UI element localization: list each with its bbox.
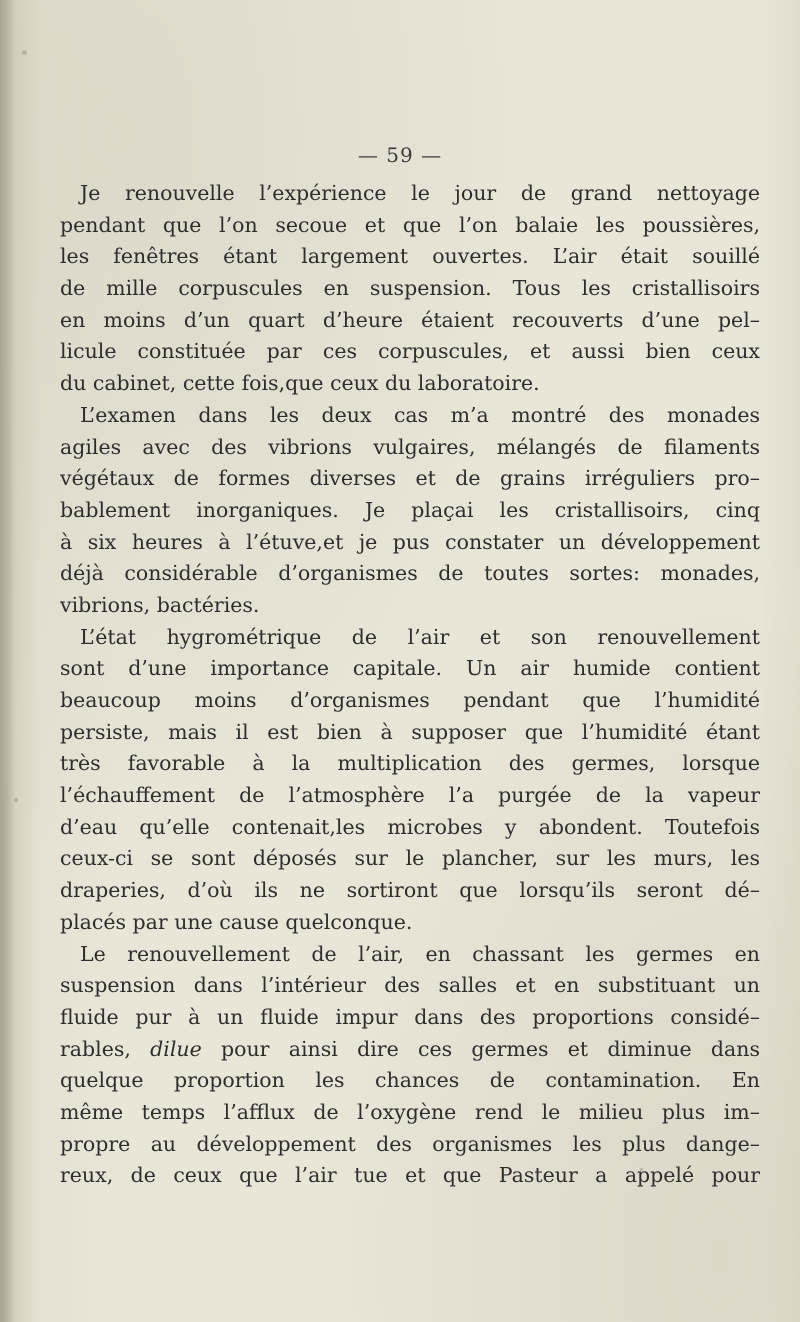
italic-word: dilue	[150, 1036, 202, 1061]
text-line: beaucoup moins d’organismes pendant que l’humidité	[60, 688, 760, 712]
page-left-edge-shadow	[0, 0, 14, 1322]
text-line: persiste, mais il est bien à supposer que l’humidité étant	[60, 719, 760, 744]
text-line: même temps l’afflux de l’oxygène rend le milieu plus im–	[60, 1099, 760, 1124]
text-line: quelque proportion les chances de contamination. En	[60, 1068, 760, 1093]
text-line: sont d’une importance capitale. Un air humide contient	[60, 656, 760, 681]
text-line	[60, 1034, 760, 1066]
text-line: à six heures à l’étuve,et je pus constater un développement	[60, 529, 760, 554]
text-line: bablement inorganiques. Je plaçai les cristallisoirs, cinq	[60, 497, 760, 522]
text-line: fluide pur à un fluide impur dans des proportions considé–	[60, 1004, 760, 1029]
text-line: de mille corpuscules en suspension. Tous les cristallisoirs	[60, 276, 760, 301]
text-line: ceux-ci se sont déposés sur le plancher, sur les murs, les	[60, 846, 760, 871]
text-line: L’état hygrométrique de l’air et son renouvellement	[80, 624, 760, 649]
text-line: en moins d’un quart d’heure étaient recouverts d’une pel–	[60, 307, 760, 332]
text-line: vibrions, bactéries.	[60, 592, 260, 617]
paper-spot	[22, 50, 27, 55]
text-line: licule constituée par ces corpuscules, et aussi bien ceux	[60, 339, 760, 364]
text-line: placés par une cause quelconque.	[60, 909, 413, 934]
text-line: suspension dans l’intérieur des salles et en substituant un	[60, 973, 760, 998]
text-line: végétaux de formes diverses et de grains irréguliers pro–	[60, 466, 760, 491]
body-text	[60, 178, 760, 1192]
text-line: L’examen dans les deux cas m’a montré des monades	[80, 402, 760, 427]
text-line: l’échauffement de l’atmosphère l’a purgée de la vapeur	[60, 783, 760, 808]
page-number: — 59 —	[357, 143, 443, 167]
text-run: pour ainsi dire ces germes et diminue dans	[201, 1036, 760, 1061]
text-line: agiles avec des vibrions vulgaires, mélangés de filaments	[60, 434, 760, 459]
text-line: les fenêtres étant largement ouvertes. L’air était souillé	[60, 244, 760, 269]
text-line: du cabinet, cette fois,que ceux du laboratoire.	[60, 371, 540, 396]
paper-spot	[14, 798, 18, 802]
text-run: rables,	[60, 1036, 151, 1061]
text-line: pendant que l’on secoue et que l’on balaie les poussières,	[60, 212, 760, 237]
text-line: draperies, d’où ils ne sortiront que lorsqu’ils seront dé–	[60, 878, 760, 903]
text-line: Le renouvellement de l’air, en chassant les germes en	[80, 941, 760, 966]
text-line: déjà considérable d’organismes de toutes sortes: monades,	[60, 561, 760, 586]
text-line: propre au développement des organismes les plus dange–	[60, 1131, 760, 1156]
text-line: Je renouvelle l’expérience le jour de grand nettoyage	[80, 181, 760, 205]
text-line: d’eau qu’elle contenait,les microbes y abondent. Toutefois	[60, 814, 760, 839]
text-line: très favorable à la multiplication des germes, lorsque	[60, 751, 760, 776]
text-line: reux, de ceux que l’air tue et que Pasteur a appelé pour	[60, 1163, 760, 1188]
